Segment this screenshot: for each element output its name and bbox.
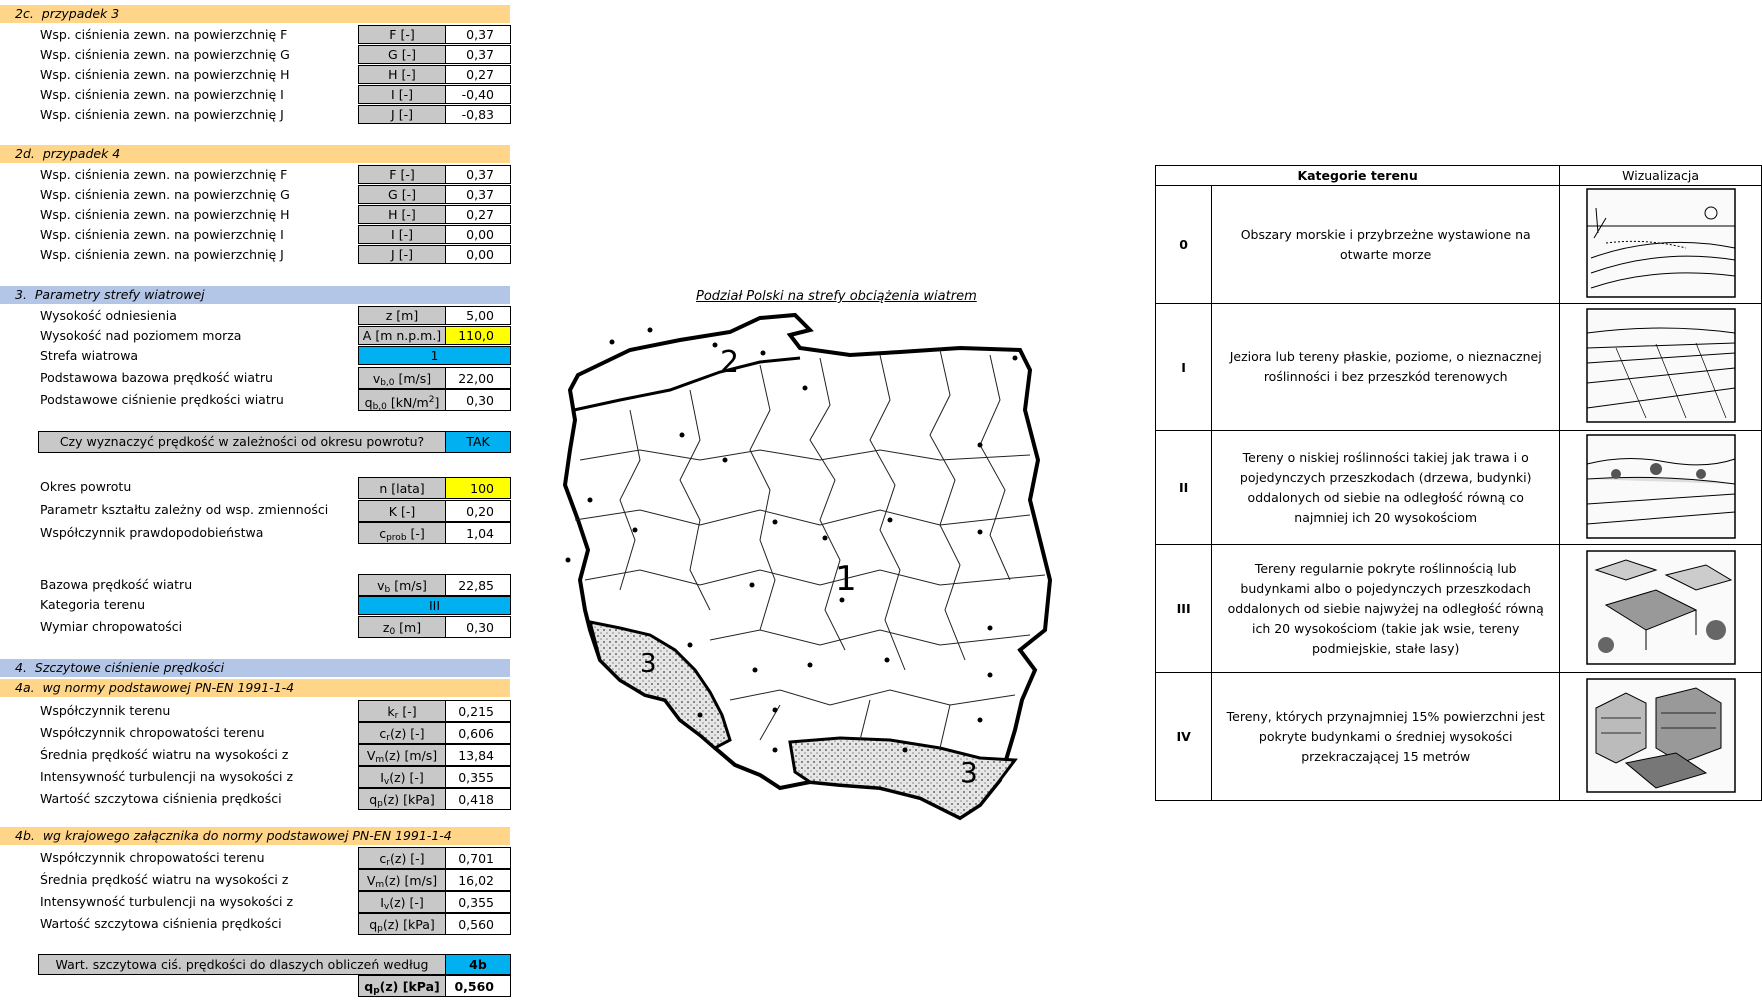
terrain-row-0 xyxy=(1156,186,1762,304)
value-cell[interactable]: 0,355 xyxy=(445,766,511,788)
wind-zone-map xyxy=(560,310,1120,830)
wind-zone-select[interactable]: 1 xyxy=(358,346,511,365)
category-code: III xyxy=(1156,545,1212,673)
category-description: Tereny o niskiej roślinności takiej jak trawa i o pojedynczych przeszkodach (drzewa, budynki) oddalonych od siebie na odległość równą co najmniej ich 20 wysokościom xyxy=(1212,431,1560,545)
qb0-symbol: $q_{b,0}$ $[kN/m^2]$ xyxy=(358,389,446,411)
value-cell[interactable]: 0,37 xyxy=(445,25,511,44)
symbol-cell: $I_v(z)$ [-] xyxy=(358,766,446,788)
prob-coef-value[interactable]: 1,04 xyxy=(445,522,511,544)
village-sketch-image xyxy=(1560,545,1762,673)
category-description: Tereny regularnie pokryte roślinnością lub budynkami albo o pojedynczych przeszkodach oddalonych od siebie najwyżej na odległość równą ich 20 wysokościom (takie jak wsie, tereny podmiejskie, stałe lasy) xyxy=(1212,545,1560,673)
terrain-row-1 xyxy=(1156,304,1762,431)
altitude-input[interactable]: 110,0 xyxy=(445,326,511,345)
category-code: 0 xyxy=(1156,186,1212,304)
symbol-cell: F [-] xyxy=(358,165,446,184)
row-label: Wsp. ciśnienia zewn. na powierzchnię G xyxy=(40,187,290,202)
value-cell[interactable]: 0,418 xyxy=(445,788,511,810)
section-2c-header xyxy=(0,5,510,23)
row-label: Intensywność turbulencji na wysokości z xyxy=(40,769,294,784)
section-3-header xyxy=(0,286,510,304)
section-number: 4b. xyxy=(15,828,35,843)
row-label: Wsp. ciśnienia zewn. na powierzchnię G xyxy=(40,47,290,62)
height-value[interactable]: 5,00 xyxy=(445,306,511,325)
shape-param-label: Parametr kształtu zależny od wsp. zmienności xyxy=(40,502,329,517)
symbol-cell: $V_m(z)$ [m/s] xyxy=(358,869,446,891)
shape-param-value[interactable]: 0,20 xyxy=(445,500,511,522)
sea-sketch-image xyxy=(1560,186,1762,304)
return-period-symbol: n [lata] xyxy=(358,477,446,499)
terrain-category-label: Kategoria terenu xyxy=(40,597,146,612)
value-cell[interactable]: 0,606 xyxy=(445,722,511,744)
row-label: Wsp. ciśnienia zewn. na powierzchnię F xyxy=(40,167,288,182)
symbol-cell: J [-] xyxy=(358,105,446,124)
value-cell[interactable]: 0,560 xyxy=(445,913,511,935)
base-speed-value[interactable]: 22,85 xyxy=(445,574,511,596)
value-cell[interactable]: 0,00 xyxy=(445,225,511,244)
category-code: IV xyxy=(1156,673,1212,801)
roughness-label: Wymiar chropowatości xyxy=(40,619,183,634)
section-4a-header xyxy=(0,679,510,697)
section-number: 4. xyxy=(15,660,27,675)
row-label: Średnia prędkość wiatru na wysokości z xyxy=(40,747,289,762)
return-period-input[interactable]: 100 xyxy=(445,477,511,499)
final-method-select[interactable]: 4b xyxy=(445,954,511,975)
vb0-value[interactable]: 22,00 xyxy=(445,367,511,389)
value-cell[interactable]: 0,00 xyxy=(445,245,511,264)
section-number: 3. xyxy=(15,287,27,302)
symbol-cell: $q_p(z)$ [kPa] xyxy=(358,913,446,935)
value-cell[interactable]: 0,701 xyxy=(445,847,511,869)
symbol-cell: $I_v(z)$ [-] xyxy=(358,891,446,913)
zone-3-south-label: 3 xyxy=(960,756,978,789)
flat-land-sketch-image xyxy=(1560,304,1762,431)
row-label: Wartość szczytowa ciśnienia prędkości xyxy=(40,791,282,806)
altitude-label: Wysokość nad poziomem morza xyxy=(40,328,242,343)
value-cell[interactable]: 0,215 xyxy=(445,700,511,722)
terrain-category-select[interactable]: III xyxy=(358,596,511,615)
value-cell[interactable]: 13,84 xyxy=(445,744,511,766)
value-cell[interactable]: 0,37 xyxy=(445,165,511,184)
row-label: Wsp. ciśnienia zewn. na powierzchnię I xyxy=(40,87,284,102)
base-speed-symbol: $v_b$ [m/s] xyxy=(358,574,446,596)
return-period-label: Okres powrotu xyxy=(40,479,132,494)
qb0-label: Podstawowe ciśnienie prędkości wiatru xyxy=(40,392,284,407)
terrain-category-table xyxy=(1155,165,1762,801)
value-cell[interactable]: 0,27 xyxy=(445,65,511,84)
symbol-cell: $k_r$ [-] xyxy=(358,700,446,722)
symbol-cell: $c_r(z)$ [-] xyxy=(358,847,446,869)
header-category: Kategorie terenu xyxy=(1156,166,1560,186)
value-cell[interactable]: -0,40 xyxy=(445,85,511,104)
final-method-label: Wart. szczytowa ciś. prędkości do dlaszych obliczeń według xyxy=(38,954,446,975)
city-sketch-image xyxy=(1560,673,1762,801)
value-cell[interactable]: -0,83 xyxy=(445,105,511,124)
zone-3-southwest-label: 3 xyxy=(640,649,657,679)
row-label: Wsp. ciśnienia zewn. na powierzchnię H xyxy=(40,207,290,222)
section-title: Parametry strefy wiatrowej xyxy=(34,287,205,302)
row-label: Wsp. ciśnienia zewn. na powierzchnię H xyxy=(40,67,290,82)
vb0-label: Podstawowa bazowa prędkość wiatru xyxy=(40,370,273,385)
row-label: Współczynnik terenu xyxy=(40,703,171,718)
category-description: Tereny, których przynajmniej 15% powierzchni jest pokryte budynkami o średniej wysokości przekraczającej 15 metrów xyxy=(1212,673,1560,801)
qb0-value[interactable]: 0,30 xyxy=(445,389,511,411)
category-code: II xyxy=(1156,431,1212,545)
section-title: wg normy podstawowej PN-EN 1991-1-4 xyxy=(42,680,295,695)
row-label: Wsp. ciśnienia zewn. na powierzchnię F xyxy=(40,27,288,42)
zone-2-label: 2 xyxy=(720,345,740,380)
section-title: Szczytowe ciśnienie prędkości xyxy=(34,660,225,675)
terrain-row-4 xyxy=(1156,673,1762,801)
symbol-cell: H [-] xyxy=(358,205,446,224)
value-cell[interactable]: 0,355 xyxy=(445,891,511,913)
category-code: I xyxy=(1156,304,1212,431)
symbol-cell: G [-] xyxy=(358,185,446,204)
vb0-symbol: $v_{b,0}$ [m/s] xyxy=(358,367,446,389)
value-cell[interactable]: 0,37 xyxy=(445,45,511,64)
row-label: Wsp. ciśnienia zewn. na powierzchnię J xyxy=(40,107,284,122)
altitude-symbol: A [m n.p.m.] xyxy=(358,326,446,345)
prob-coef-label: Współczynnik prawdopodobieństwa xyxy=(40,525,264,540)
row-label: Wartość szczytowa ciśnienia prędkości xyxy=(40,916,282,931)
return-period-toggle[interactable]: TAK xyxy=(445,431,511,453)
height-label: Wysokość odniesienia xyxy=(40,308,177,323)
symbol-cell: $c_r(z)$ [-] xyxy=(358,722,446,744)
zone-1-label: 1 xyxy=(835,559,857,599)
final-qp-symbol: $q_p(z)$ [kPa] xyxy=(358,975,446,997)
section-number: 2d. xyxy=(15,146,35,161)
section-title: przypadek 3 xyxy=(41,6,120,21)
map-title: Podział Polski na strefy obciążenia wiatrem xyxy=(696,289,977,304)
value-cell[interactable]: 16,02 xyxy=(445,869,511,891)
section-4b-header xyxy=(0,827,510,845)
row-label: Współczynnik chropowatości terenu xyxy=(40,725,265,740)
terrain-row-2 xyxy=(1156,431,1762,545)
category-description: Obszary morskie i przybrzeżne wystawione na otwarte morze xyxy=(1212,186,1560,304)
section-2d-header xyxy=(0,145,510,163)
row-label: Współczynnik chropowatości terenu xyxy=(40,850,265,865)
section-title: przypadek 4 xyxy=(42,146,121,161)
shape-param-symbol: K [-] xyxy=(358,500,446,522)
symbol-cell: I [-] xyxy=(358,225,446,244)
terrain-row-3 xyxy=(1156,545,1762,673)
section-number: 2c. xyxy=(15,6,34,21)
category-description: Jeziora lub tereny płaskie, poziome, o nieznacznej roślinności i bez przeszkód terenowych xyxy=(1212,304,1560,431)
final-qp-value[interactable]: 0,560 xyxy=(445,975,511,997)
section-title: wg krajowego załącznika do normy podstawowej PN-EN 1991-1-4 xyxy=(42,828,452,843)
row-label: Wsp. ciśnienia zewn. na powierzchnię J xyxy=(40,247,284,262)
section-4-header xyxy=(0,659,510,677)
wind-zone-label: Strefa wiatrowa xyxy=(40,348,139,363)
symbol-cell: $q_p(z)$ [kPa] xyxy=(358,788,446,810)
roughness-symbol: $z_0$ [m] xyxy=(358,616,446,638)
low-vegetation-sketch-image xyxy=(1560,431,1762,545)
value-cell[interactable]: 0,37 xyxy=(445,185,511,204)
base-speed-label: Bazowa prędkość wiatru xyxy=(40,577,193,592)
value-cell[interactable]: 0,27 xyxy=(445,205,511,224)
symbol-cell: H [-] xyxy=(358,65,446,84)
symbol-cell: I [-] xyxy=(358,85,446,104)
row-label: Wsp. ciśnienia zewn. na powierzchnię I xyxy=(40,227,284,242)
symbol-cell: G [-] xyxy=(358,45,446,64)
prob-coef-symbol: $c_{prob}$ [-] xyxy=(358,522,446,544)
header-visualization: Wizualizacja xyxy=(1560,166,1762,186)
symbol-cell: J [-] xyxy=(358,245,446,264)
row-label: Intensywność turbulencji na wysokości z xyxy=(40,894,294,909)
section-number: 4a. xyxy=(15,680,35,695)
symbol-cell: F [-] xyxy=(358,25,446,44)
roughness-value[interactable]: 0,30 xyxy=(445,616,511,638)
row-label: Średnia prędkość wiatru na wysokości z xyxy=(40,872,289,887)
symbol-cell: $V_m(z)$ [m/s] xyxy=(358,744,446,766)
return-period-question: Czy wyznaczyć prędkość w zależności od okresu powrotu? xyxy=(38,431,446,453)
height-symbol: z [m] xyxy=(358,306,446,325)
